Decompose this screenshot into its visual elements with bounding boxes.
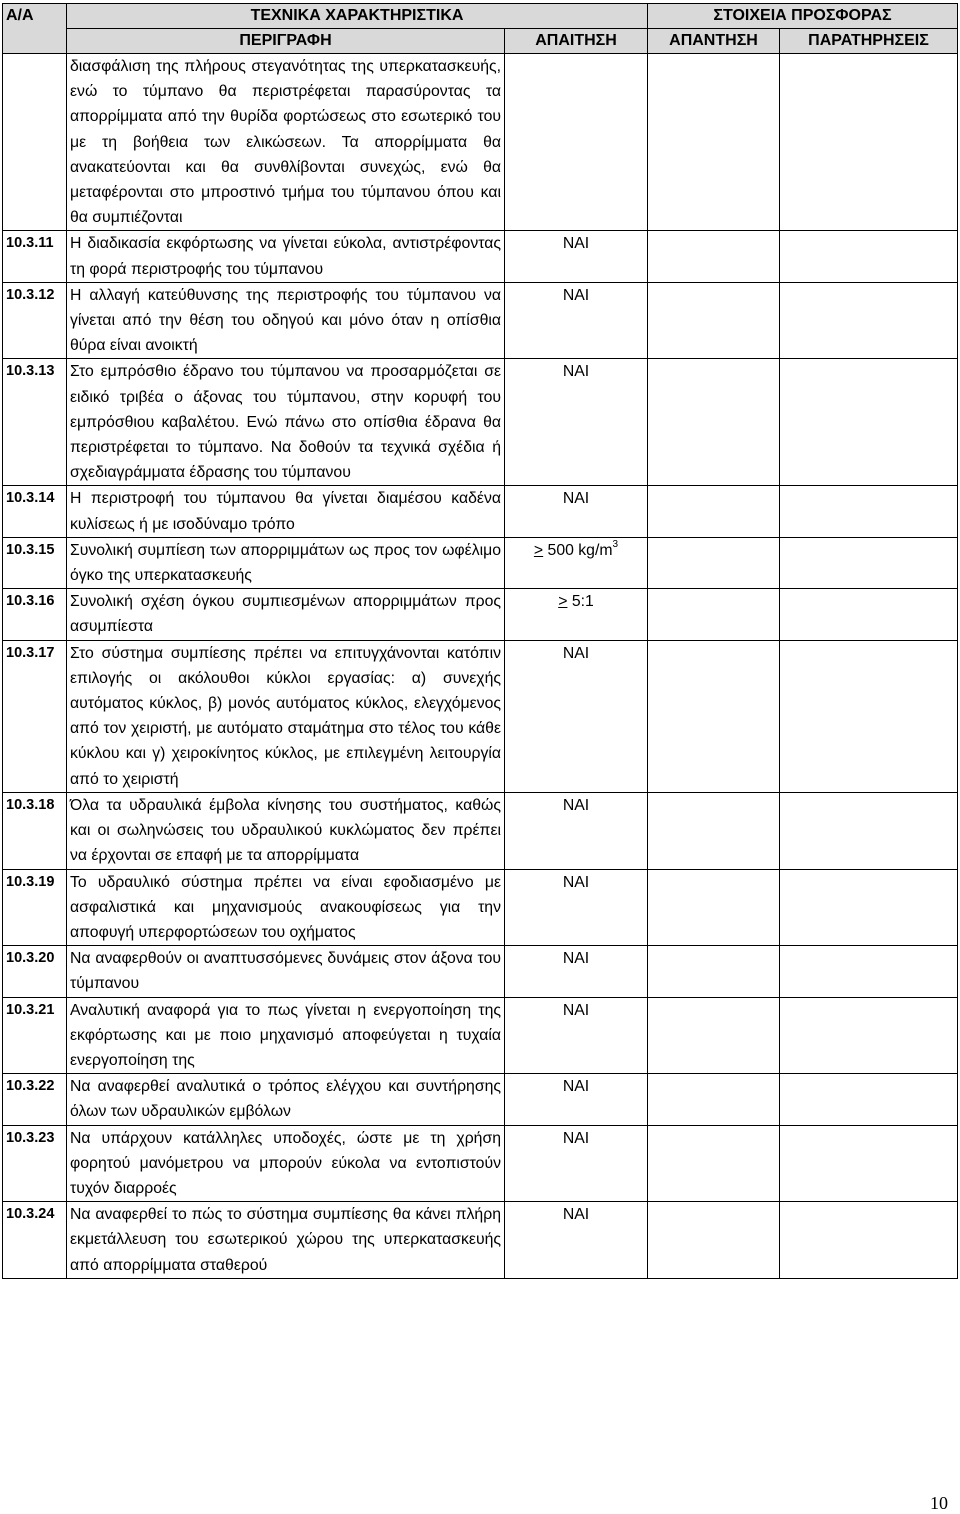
table-row: [3, 282, 958, 359]
page-number: 10: [930, 1493, 948, 1513]
row-answer: [648, 589, 780, 640]
row-requirement: ΝΑΙ: [505, 640, 648, 792]
table-row: [3, 869, 958, 946]
row-answer: [648, 359, 780, 486]
row-requirement: ΝΑΙ: [505, 282, 648, 359]
row-id: 10.3.23: [3, 1125, 67, 1202]
row-description: Όλα τα υδραυλικά έμβολα κίνησης του συστήματος, καθώς και οι σωληνώσεις του υδραυλικού κυκλώματος δεν πρέπει να έρχονται σε επαφή με τα απορρίμματα: [67, 792, 505, 869]
row-description: Η αλλαγή κατεύθυνσης της περιστροφής του τύμπανου να γίνεται από την θέση του οδηγού και μόνο όταν η οπίσθια θύρα είναι ανοικτή: [67, 282, 505, 359]
row-id: 10.3.13: [3, 359, 67, 486]
header-remarks: ΠΑΡΑΤΗΡΗΣΕΙΣ: [780, 29, 958, 54]
row-remarks: [780, 54, 958, 231]
row-remarks: [780, 997, 958, 1074]
row-id: 10.3.18: [3, 792, 67, 869]
row-remarks: [780, 537, 958, 588]
row-answer: [648, 640, 780, 792]
requirement-exponent: 3: [612, 538, 619, 550]
row-remarks: [780, 486, 958, 537]
row-id: 10.3.24: [3, 1202, 67, 1279]
row-answer: [648, 486, 780, 537]
row-answer: [648, 54, 780, 231]
header-answer: ΑΠΑΝΤΗΣΗ: [648, 29, 780, 54]
row-requirement: ΝΑΙ: [505, 946, 648, 997]
row-requirement: ΝΑΙ: [505, 1074, 648, 1125]
row-requirement: [505, 54, 648, 231]
row-description: Το υδραυλικό σύστημα πρέπει να είναι εφοδιασμένο με ασφαλιστικά και μηχανισμούς ανακουφίσεως για την αποφυγή υπερφορτώσεων του οχήματος: [67, 869, 505, 946]
specifications-table: [2, 3, 958, 1279]
row-remarks: [780, 282, 958, 359]
row-requirement: ΝΑΙ: [505, 486, 648, 537]
row-answer: [648, 997, 780, 1074]
row-requirement: ΝΑΙ: [505, 1202, 648, 1279]
row-remarks: [780, 359, 958, 486]
row-id: 10.3.21: [3, 997, 67, 1074]
row-description: Να αναφερθούν οι αναπτυσσόμενες δυνάμεις στον άξονα του τύμπανου: [67, 946, 505, 997]
row-answer: [648, 1074, 780, 1125]
row-remarks: [780, 946, 958, 997]
table-row: [3, 946, 958, 997]
row-answer: [648, 1125, 780, 1202]
header-description: ΠΕΡΙΓΡΑΦΗ: [67, 29, 505, 54]
row-remarks: [780, 1125, 958, 1202]
table-row: [3, 231, 958, 282]
row-description: διασφάλιση της πλήρους στεγανότητας της υπερκατασκευής, ενώ το τύμπανο θα περιστρέφεται παρασύροντας τα απορρίμματα από την θυρίδα φορτώσεως στο εσωτερικό του με τη βοήθεια των ελικώσεων. Τα απορρίμματα θα ανακατεύονται και θα συνθλίβονται συνεχώς, ενώ θα μεταφέρονται στο μπροστινό τμήμα του τύμπανου όπου και θα συμπιέζονται: [67, 54, 505, 231]
row-id: [3, 54, 67, 231]
row-id: 10.3.19: [3, 869, 67, 946]
row-requirement: [505, 537, 648, 588]
row-id: 10.3.12: [3, 282, 67, 359]
row-requirement: ΝΑΙ: [505, 997, 648, 1074]
table-row: [3, 54, 958, 231]
header-row-groups: [3, 4, 958, 29]
row-answer: [648, 537, 780, 588]
row-requirement: ΝΑΙ: [505, 869, 648, 946]
row-description: Να αναφερθεί το πώς το σύστημα συμπίεσης θα κάνει πλήρη εκμετάλλευση του εσωτερικού χώρου της υπερκατασκευής από απορρίμματα σταθερού: [67, 1202, 505, 1279]
requirement-value: 5:1: [567, 593, 594, 611]
table-row: [3, 589, 958, 640]
header-requirement: ΑΠΑΙΤΗΣΗ: [505, 29, 648, 54]
row-description: Να υπάρχουν κατάλληλες υποδοχές, ώστε με τη χρήση φορητού μανόμετρου να μπορούν εύκολα να εντοπιστούν τυχόν διαρροές: [67, 1125, 505, 1202]
row-requirement: ΝΑΙ: [505, 359, 648, 486]
row-remarks: [780, 589, 958, 640]
row-remarks: [780, 640, 958, 792]
row-remarks: [780, 231, 958, 282]
header-id: Α/Α: [3, 4, 67, 54]
row-answer: [648, 869, 780, 946]
row-requirement: ΝΑΙ: [505, 1125, 648, 1202]
greater-equal-sign: >: [558, 593, 568, 611]
row-answer: [648, 282, 780, 359]
row-answer: [648, 1202, 780, 1279]
table-row: [3, 359, 958, 486]
row-remarks: [780, 1202, 958, 1279]
row-remarks: [780, 1074, 958, 1125]
header-row-columns: [3, 29, 958, 54]
row-description: Στο σύστημα συμπίεσης πρέπει να επιτυγχάνονται κατόπιν επιλογής οι ακόλουθοι κύκλοι εργασίας: α) συνεχής αυτόματος κύκλος, β) μονός αυτόματος κύκλος, ελεγχόμενος από τον χειριστή, με αυτόματο σταμάτημα στο τέλος του κάθε κύκλου και γ) χειροκίνητος κύκλος, με επιλεγμένη λειτουργία από το χειριστή: [67, 640, 505, 792]
table-row: [3, 640, 958, 792]
row-remarks: [780, 869, 958, 946]
header-offer-details: ΣΤΟΙΧΕΙΑ ΠΡΟΣΦΟΡΑΣ: [648, 4, 958, 29]
table-row: [3, 997, 958, 1074]
table-row: [3, 792, 958, 869]
row-id: 10.3.11: [3, 231, 67, 282]
row-answer: [648, 231, 780, 282]
row-description: Να αναφερθεί αναλυτικά ο τρόπος ελέγχου και συντήρησης όλων των υδραυλικών εμβόλων: [67, 1074, 505, 1125]
row-id: 10.3.17: [3, 640, 67, 792]
row-answer: [648, 792, 780, 869]
row-remarks: [780, 792, 958, 869]
row-answer: [648, 946, 780, 997]
row-id: 10.3.16: [3, 589, 67, 640]
row-description: Συνολική συμπίεση των απορριμμάτων ως προς τον ωφέλιμο όγκο της υπερκατασκευής: [67, 537, 505, 588]
row-id: 10.3.15: [3, 537, 67, 588]
row-description: Συνολική σχέση όγκου συμπιεσμένων απορριμμάτων προς ασυμπίεστα: [67, 589, 505, 640]
row-id: 10.3.22: [3, 1074, 67, 1125]
row-id: 10.3.14: [3, 486, 67, 537]
row-id: 10.3.20: [3, 946, 67, 997]
table-row: [3, 486, 958, 537]
header-technical-specs: ΤΕΧΝΙΚΑ ΧΑΡΑΚΤΗΡΙΣΤΙΚΑ: [67, 4, 648, 29]
row-description: Η περιστροφή του τύμπανου θα γίνεται διαμέσου καδένα κυλίσεως ή με ισοδύναμο τρόπο: [67, 486, 505, 537]
row-requirement: ΝΑΙ: [505, 792, 648, 869]
table-row: [3, 1202, 958, 1279]
requirement-value: 500 kg/m: [543, 541, 613, 559]
row-requirement: ΝΑΙ: [505, 231, 648, 282]
row-requirement: [505, 589, 648, 640]
row-description: Στο εμπρόσθιο έδρανο του τύμπανου να προσαρμόζεται σε ειδικό τριβέα ο άξονας του τύμπανου, στην κορυφή του εμπρόσθιου καβαλέτου. Ενώ πάνω στο οπίσθια έδρανα θα περιστρέφεται το τύμπανο. Να δοθούν τα τεχνικά σχέδια ή σχεδιαγράμματα έδρασης του τύμπανου: [67, 359, 505, 486]
row-description: Αναλυτική αναφορά για το πως γίνεται η ενεργοποίηση της εκφόρτωσης και με ποιο μηχανισμό αποφεύγεται η τυχαία ενεργοποίηση της: [67, 997, 505, 1074]
table-row: [3, 1074, 958, 1125]
row-description: Η διαδικασία εκφόρτωσης να γίνεται εύκολα, αντιστρέφοντας τη φορά περιστροφής του τύμπανου: [67, 231, 505, 282]
greater-equal-sign: >: [533, 541, 544, 559]
table-row: [3, 537, 958, 588]
table-row: [3, 1125, 958, 1202]
